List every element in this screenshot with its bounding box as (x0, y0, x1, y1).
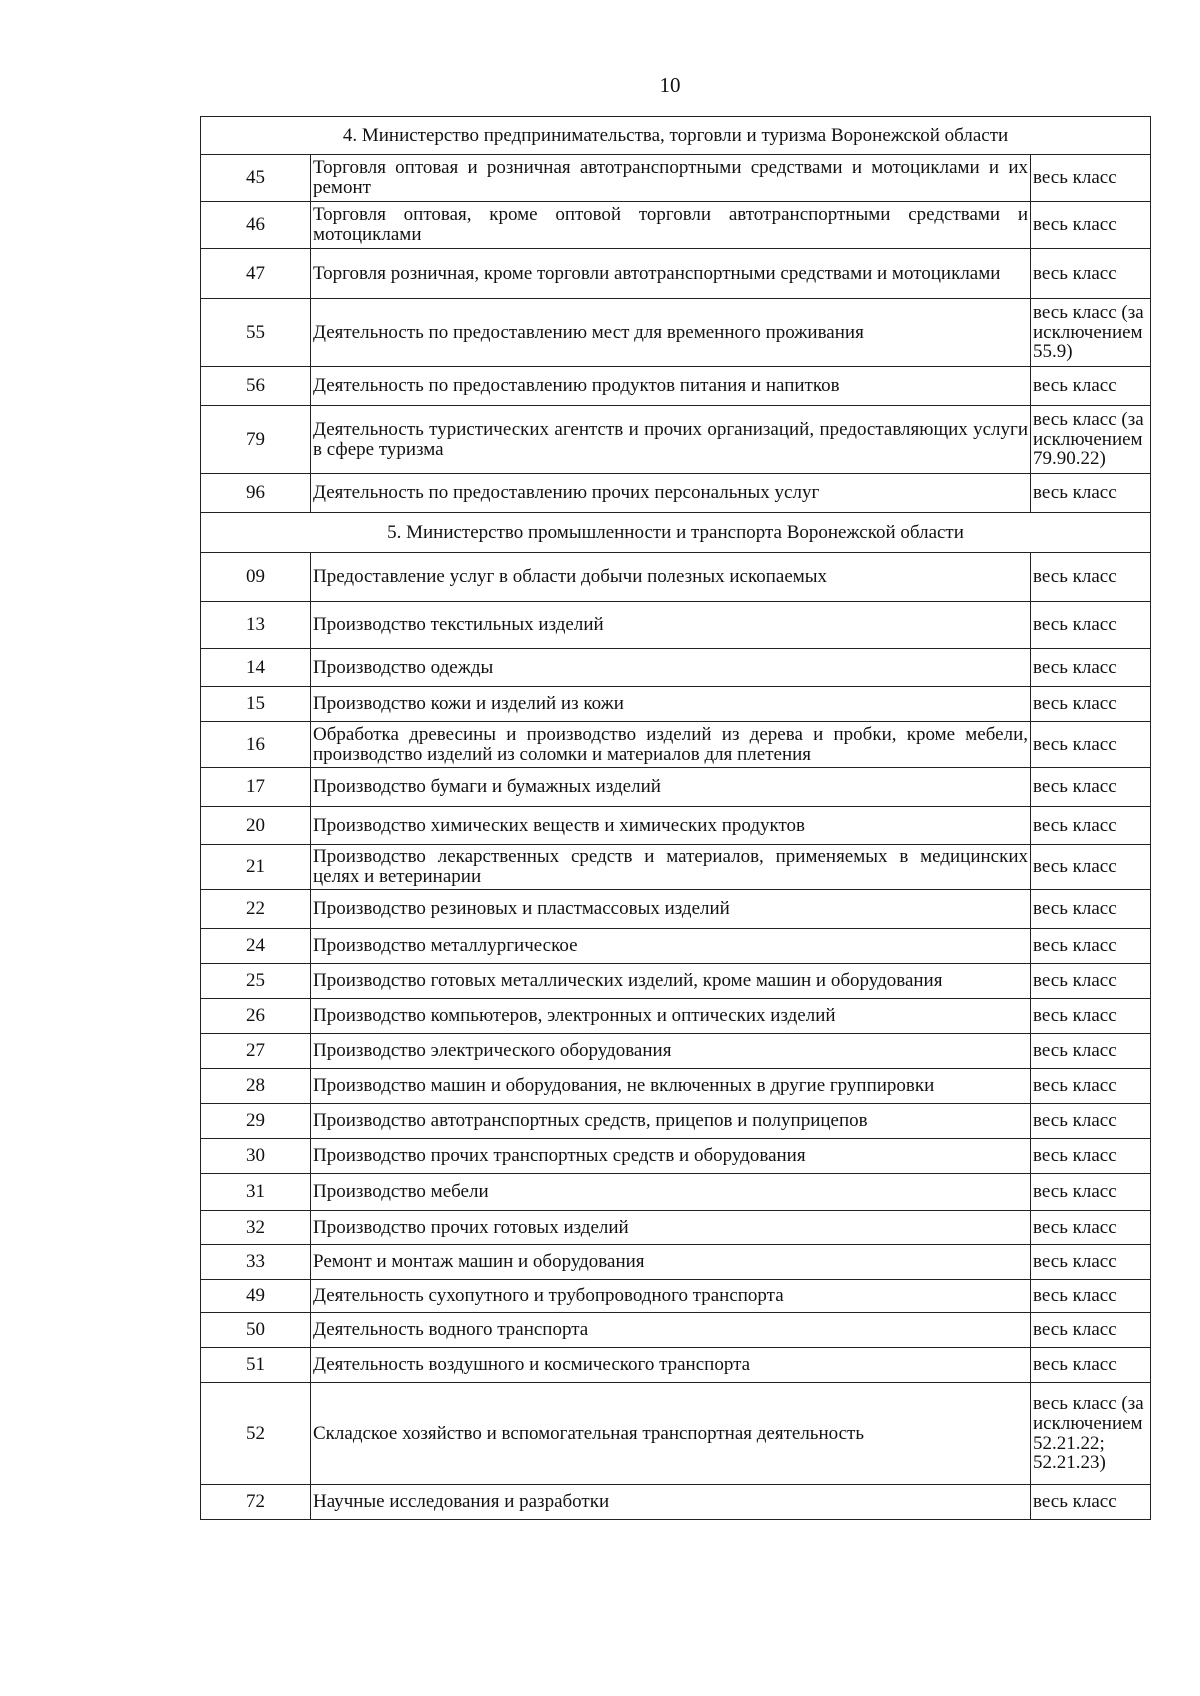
table-row (201, 367, 1151, 406)
table-row (201, 964, 1151, 999)
scope-cell: весь класс (1031, 202, 1151, 249)
table-row (201, 1174, 1151, 1211)
section-title: 5. Министерство промышленности и транспорта Воронежской области (201, 513, 1151, 553)
table-row (201, 602, 1151, 649)
table-row (201, 202, 1151, 249)
table-row (201, 890, 1151, 929)
activity-name-cell: Производство машин и оборудования, не включенных в другие группировки (311, 1069, 1031, 1104)
table-row (201, 474, 1151, 513)
table-row (201, 249, 1151, 299)
activity-name-cell: Ремонт и монтаж машин и оборудования (311, 1245, 1031, 1280)
scope-cell: весь класс (1031, 1069, 1151, 1104)
activity-code-cell: 27 (201, 1034, 311, 1069)
scope-cell: весь класс (1031, 1313, 1151, 1348)
activity-code-cell: 25 (201, 964, 311, 999)
activity-code-cell: 31 (201, 1174, 311, 1211)
scope-cell: весь класс (за исключением 55.9) (1031, 299, 1151, 367)
activity-code-cell: 26 (201, 999, 311, 1034)
activity-code-cell: 20 (201, 807, 311, 845)
table-row (201, 1069, 1151, 1104)
activity-code-cell: 33 (201, 1245, 311, 1280)
activity-name-cell: Производство металлургическое (311, 929, 1031, 964)
activity-code-cell: 72 (201, 1485, 311, 1520)
activity-name-cell: Деятельность по предоставлению прочих персональных услуг (311, 474, 1031, 513)
activity-name-cell: Производство автотранспортных средств, прицепов и полуприцепов (311, 1104, 1031, 1139)
activity-name-cell: Деятельность туристических агентств и прочих организаций, предоставляющих услуги в сфере туризма (311, 406, 1031, 474)
table-row (201, 1211, 1151, 1245)
activity-name-cell: Производство прочих готовых изделий (311, 1211, 1031, 1245)
activity-code-cell: 22 (201, 890, 311, 929)
scope-cell: весь класс (1031, 999, 1151, 1034)
scope-cell: весь класс (за исключением 52.21.22; 52.21.23) (1031, 1383, 1151, 1485)
activity-code-cell: 51 (201, 1348, 311, 1383)
scope-cell: весь класс (1031, 553, 1151, 602)
section-header-row (201, 513, 1151, 553)
table-row (201, 807, 1151, 845)
scope-cell: весь класс (1031, 649, 1151, 687)
activity-code-cell: 24 (201, 929, 311, 964)
activity-name-cell: Производство бумаги и бумажных изделий (311, 768, 1031, 807)
activity-code-cell: 46 (201, 202, 311, 249)
activity-name-cell: Производство кожи и изделий из кожи (311, 687, 1031, 722)
activity-name-cell: Предоставление услуг в области добычи полезных ископаемых (311, 553, 1031, 602)
scope-cell: весь класс (1031, 1174, 1151, 1211)
table-row (201, 299, 1151, 367)
activity-code-cell: 79 (201, 406, 311, 474)
scope-cell: весь класс (1031, 768, 1151, 807)
activity-name-cell: Производство одежды (311, 649, 1031, 687)
activity-name-cell: Производство готовых металлических изделий, кроме машин и оборудования (311, 964, 1031, 999)
scope-cell: весь класс (1031, 890, 1151, 929)
activity-code-cell: 47 (201, 249, 311, 299)
table-row (201, 155, 1151, 202)
table-row (201, 722, 1151, 768)
activity-name-cell: Производство текстильных изделий (311, 602, 1031, 649)
activity-code-cell: 49 (201, 1280, 311, 1313)
scope-cell: весь класс (1031, 722, 1151, 768)
activity-name-cell: Обработка древесины и производство изделий из дерева и пробки, кроме мебели, производство изделий из соломки и материалов для плетения (311, 722, 1031, 768)
scope-cell: весь класс (1031, 1485, 1151, 1520)
activity-name-cell: Производство компьютеров, электронных и оптических изделий (311, 999, 1031, 1034)
table-row (201, 553, 1151, 602)
scope-cell: весь класс (1031, 845, 1151, 890)
activity-name-cell: Торговля розничная, кроме торговли автотранспортными средствами и мотоциклами (311, 249, 1031, 299)
activity-name-cell: Производство резиновых и пластмассовых изделий (311, 890, 1031, 929)
activity-code-cell: 56 (201, 367, 311, 406)
scope-cell: весь класс (1031, 687, 1151, 722)
page-number: 10 (659, 73, 681, 97)
activity-name-cell: Деятельность сухопутного и трубопроводного транспорта (311, 1280, 1031, 1313)
activity-name-cell: Торговля оптовая и розничная автотранспортными средствами и мотоциклами и их ремонт (311, 155, 1031, 202)
table-body (201, 117, 1151, 1520)
table-row (201, 1313, 1151, 1348)
table-row (201, 768, 1151, 807)
scope-cell: весь класс (1031, 929, 1151, 964)
scope-cell: весь класс (1031, 1211, 1151, 1245)
table-row (201, 687, 1151, 722)
activity-code-cell: 09 (201, 553, 311, 602)
activity-code-cell: 15 (201, 687, 311, 722)
activity-code-cell: 17 (201, 768, 311, 807)
table-row (201, 929, 1151, 964)
scope-cell: весь класс (1031, 1245, 1151, 1280)
scope-cell: весь класс (1031, 474, 1151, 513)
scope-cell: весь класс (1031, 964, 1151, 999)
activity-code-cell: 96 (201, 474, 311, 513)
scope-cell: весь класс (1031, 1139, 1151, 1174)
scope-cell: весь класс (за исключением 79.90.22) (1031, 406, 1151, 474)
activity-code-cell: 45 (201, 155, 311, 202)
table-row (201, 649, 1151, 687)
activity-name-cell: Производство прочих транспортных средств и оборудования (311, 1139, 1031, 1174)
table-row (201, 1280, 1151, 1313)
activity-code-cell: 32 (201, 1211, 311, 1245)
activity-code-cell: 13 (201, 602, 311, 649)
classification-table (200, 116, 1151, 1520)
table-row (201, 845, 1151, 890)
activity-code-cell: 30 (201, 1139, 311, 1174)
scope-cell: весь класс (1031, 807, 1151, 845)
activity-code-cell: 21 (201, 845, 311, 890)
activity-name-cell: Производство электрического оборудования (311, 1034, 1031, 1069)
table-row (201, 1104, 1151, 1139)
activity-code-cell: 28 (201, 1069, 311, 1104)
scope-cell: весь класс (1031, 1104, 1151, 1139)
table-row (201, 1383, 1151, 1485)
scope-cell: весь класс (1031, 602, 1151, 649)
activity-name-cell: Торговля оптовая, кроме оптовой торговли автотранспортными средствами и мотоциклами (311, 202, 1031, 249)
table-row (201, 1245, 1151, 1280)
activity-code-cell: 55 (201, 299, 311, 367)
activity-name-cell: Деятельность воздушного и космического транспорта (311, 1348, 1031, 1383)
table-row (201, 406, 1151, 474)
scope-cell: весь класс (1031, 1280, 1151, 1313)
activity-code-cell: 29 (201, 1104, 311, 1139)
table-row (201, 1034, 1151, 1069)
activity-code-cell: 14 (201, 649, 311, 687)
activity-name-cell: Складское хозяйство и вспомогательная транспортная деятельность (311, 1383, 1031, 1485)
activity-code-cell: 50 (201, 1313, 311, 1348)
activity-code-cell: 16 (201, 722, 311, 768)
scope-cell: весь класс (1031, 1348, 1151, 1383)
activity-name-cell: Деятельность по предоставлению продуктов питания и напитков (311, 367, 1031, 406)
table-row (201, 1348, 1151, 1383)
activity-name-cell: Научные исследования и разработки (311, 1485, 1031, 1520)
section-title: 4. Министерство предпринимательства, торговли и туризма Воронежской области (201, 117, 1151, 155)
activity-code-cell: 52 (201, 1383, 311, 1485)
scope-cell: весь класс (1031, 1034, 1151, 1069)
table-row (201, 999, 1151, 1034)
table-row (201, 1139, 1151, 1174)
table-row (201, 1485, 1151, 1520)
activity-name-cell: Производство мебели (311, 1174, 1031, 1211)
scope-cell: весь класс (1031, 367, 1151, 406)
activity-name-cell: Производство лекарственных средств и материалов, применяемых в медицинских целях и ветеринарии (311, 845, 1031, 890)
activity-name-cell: Производство химических веществ и химических продуктов (311, 807, 1031, 845)
activity-name-cell: Деятельность водного транспорта (311, 1313, 1031, 1348)
activity-name-cell: Деятельность по предоставлению мест для временного проживания (311, 299, 1031, 367)
section-header-row (201, 117, 1151, 155)
scope-cell: весь класс (1031, 249, 1151, 299)
scope-cell: весь класс (1031, 155, 1151, 202)
